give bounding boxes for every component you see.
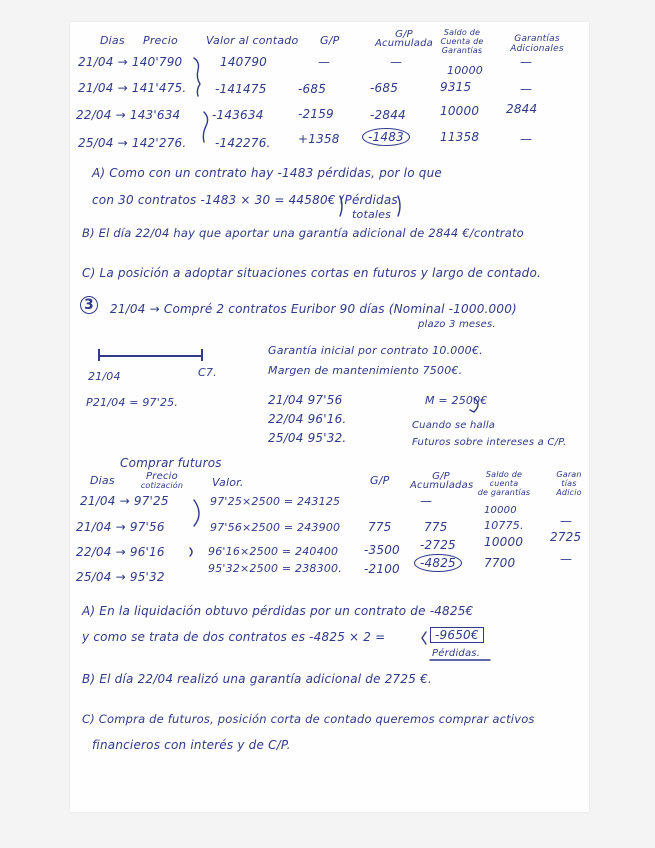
t1-header-saldo-line1: Saldo de: [443, 28, 481, 37]
t2-header-gp-acum: [410, 472, 472, 490]
ex3-margen: Margen de mantenimiento 7500€.: [268, 364, 463, 377]
t2-row2-gp: 775: [368, 520, 392, 534]
t2-row2-valor: 97'56×2500 = 243900: [210, 521, 341, 534]
ex3-timeline-right-label: C7.: [198, 366, 217, 379]
t1-row3-garantias: 2844: [506, 102, 538, 116]
t2-header-saldo: [476, 470, 532, 497]
t1-row3-dias: 22/04 → 143'634: [76, 108, 181, 122]
ans2-c-line1: C) Compra de futuros, posición corta de contado queremos comprar activos: [82, 712, 535, 726]
t2-row3-gar: 2725: [550, 530, 582, 544]
t1-row1-valor: 140790: [220, 55, 268, 69]
t2-row4-dias: 25/04 → 95'32: [76, 570, 165, 584]
t1-row4-gpacum-circled: -1483: [362, 128, 410, 146]
t2-header-precio: [136, 472, 188, 490]
ex3-price-2: 22/04 96'16.: [268, 412, 347, 426]
t2-row3-dias: 22/04 → 96'16: [76, 545, 165, 559]
t2-row1-gpacum: —: [420, 494, 433, 508]
ex3-number-circled: 3: [80, 296, 98, 314]
t1-row2-garantias: —: [520, 82, 533, 96]
t1-header-gp-acum-line1: G/P: [395, 29, 413, 40]
t2-row2-dias: 21/04 → 97'56: [76, 520, 165, 534]
ans1-c-line: C) La posición a adoptar situaciones cortas en futuros y largo de contado.: [82, 266, 542, 280]
t2-row4-valor: 95'32×2500 = 238300.: [208, 562, 342, 575]
ans2-b-line: B) El día 22/04 realizó una garantía adicional de 2725 €.: [82, 672, 432, 686]
t2-row4-saldo: 7700: [484, 556, 516, 570]
t2-row1-valor: 97'25×2500 = 243125: [210, 495, 341, 508]
t1-row2-dias: 21/04 → 141'475.: [78, 81, 187, 95]
t2-header-precio-line1: Precio: [146, 471, 178, 482]
t2-header-precio-line2: cotización: [140, 481, 184, 490]
ans1-a-line1: A) Como con un contrato hay -1483 pérdidas, por lo que: [92, 166, 442, 180]
t2-header-gp-acum-line1: G/P: [432, 471, 450, 482]
t2-header-garantias-line2: tías: [561, 479, 577, 488]
t1-header-saldo: [432, 28, 492, 55]
t2-header-saldo-line3: de garantías: [477, 488, 531, 497]
t2-header-dias: Dias: [90, 474, 115, 487]
t1-header-precio: Precio: [143, 34, 178, 47]
t2-row4-gp: -2100: [364, 562, 400, 576]
t2-row1-saldo: 10000: [484, 505, 517, 516]
t2-row3-gpacum: -2725: [420, 538, 456, 552]
t2-row2-saldo: 10775.: [484, 519, 524, 532]
ex3-line1: 21/04 → Compré 2 contratos Euribor 90 días (Nominal -1000.000): [110, 302, 517, 316]
ans2-a-result-boxed: -9650€: [430, 627, 484, 643]
t1-header-garantias-line1: Garantías: [514, 34, 560, 44]
t1-row1-dias: 21/04 → 140'790: [78, 55, 183, 69]
t2-header-garantias-line3: Adicio: [556, 488, 582, 497]
ex3-timeline-left-label: 21/04: [88, 370, 121, 383]
t1-row2-valor: -141475: [215, 82, 267, 96]
ans1-a-line2: con 30 contratos -1483 × 30 = 44580€ (Pérdidas: [92, 193, 398, 207]
t1-header-garantias-line2: Adicionales: [510, 44, 564, 54]
t1-row3-saldo: 10000: [440, 104, 480, 118]
t1-row1-saldo: 10000: [447, 64, 483, 77]
t1-row2-gpacum: -685: [370, 81, 399, 95]
ans2-a-line2: y como se trata de dos contratos es -4825 × 2 =: [82, 630, 386, 644]
t1-header-saldo-line3: Garantías: [441, 46, 483, 55]
ex3-line1b: plazo 3 meses.: [418, 319, 496, 330]
t1-header-gp-acum: [372, 30, 436, 48]
t1-row4-gp: +1358: [298, 132, 340, 146]
ex3-timeline-bar: [98, 355, 202, 357]
ex3-timeline-tick-left: [98, 349, 100, 361]
ex3-m-value: M = 2500€: [425, 394, 488, 407]
t2-row4-gpacum-circled: -4825: [414, 554, 462, 572]
t2-row4-gar: —: [560, 552, 573, 566]
t2-header-garantias: [552, 470, 586, 497]
t1-row4-dias: 25/04 → 142'276.: [78, 136, 187, 150]
t2-header-saldo-line1: Saldo de: [485, 470, 523, 479]
t1-row1-garantias: —: [520, 55, 533, 69]
ans2-c-line2: financieros con interés y de C/P.: [92, 738, 291, 752]
t1-header-dias: Dias: [100, 34, 125, 47]
t1-row4-valor: -142276.: [215, 136, 271, 150]
t1-header-gp-acum-line2: Acumulada: [375, 38, 433, 49]
t2-header-garantias-line1: Garan: [556, 470, 582, 479]
t1-row1-gpacum: —: [390, 55, 403, 69]
ex3-cuando-line2: Futuros sobre intereses a C/P.: [412, 437, 567, 448]
t1-row2-saldo: 9315: [440, 80, 472, 94]
ans2-a-perdidas: Pérdidas.: [432, 648, 481, 659]
ex3-cuando-line1: Cuando se halla: [412, 420, 496, 431]
ex3-timeline-tick-right: [201, 349, 203, 361]
t2-header-saldo-line2: cuenta: [489, 479, 519, 488]
t2-row2-gar: —: [560, 514, 573, 528]
ex3-price-1: 21/04 97'56: [268, 393, 343, 407]
ans1-a-line2b: totales: [352, 208, 392, 221]
t2-row3-gp: -3500: [364, 543, 400, 557]
t2-row3-saldo: 10000: [484, 535, 524, 549]
ans2-a-line1: A) En la liquidación obtuvo pérdidas por un contrato de -4825€: [82, 604, 474, 618]
t1-header-garantias: [505, 34, 569, 54]
t2-header-gp: G/P: [370, 474, 390, 487]
t1-row2-gp: -685: [298, 82, 327, 96]
t2-row1-dias: 21/04 → 97'25: [80, 494, 169, 508]
ans1-b-line: B) El día 22/04 hay que aportar una garantía adicional de 2844 €/contrato: [82, 226, 524, 240]
t1-row1-gp: —: [318, 55, 331, 69]
t1-header-gp: G/P: [320, 34, 340, 47]
t2-row2-gpacum: 775: [424, 520, 448, 534]
t1-header-valor: Valor al contado: [206, 34, 299, 47]
t1-row4-garantias: —: [520, 132, 533, 146]
ex3-garantia-inicial: Garantía inicial por contrato 10.000€.: [268, 344, 483, 357]
ex3-price-3: 25/04 95'32.: [268, 431, 347, 445]
t2-title: Comprar futuros: [120, 456, 222, 470]
t1-row4-saldo: 11358: [440, 130, 480, 144]
t1-header-saldo-line2: Cuenta de: [440, 37, 484, 46]
t1-row3-gpacum: -2844: [370, 108, 406, 122]
t2-header-valor: Valor.: [212, 476, 244, 489]
t2-header-gp-acum-line2: Acumuladas: [410, 480, 474, 491]
t1-row3-valor: -143634: [212, 108, 264, 122]
t1-row3-gp: -2159: [298, 107, 334, 121]
t2-row3-valor: 96'16×2500 = 240400: [208, 545, 339, 558]
ex3-price-date: P21/04 = 97'25.: [86, 396, 179, 409]
